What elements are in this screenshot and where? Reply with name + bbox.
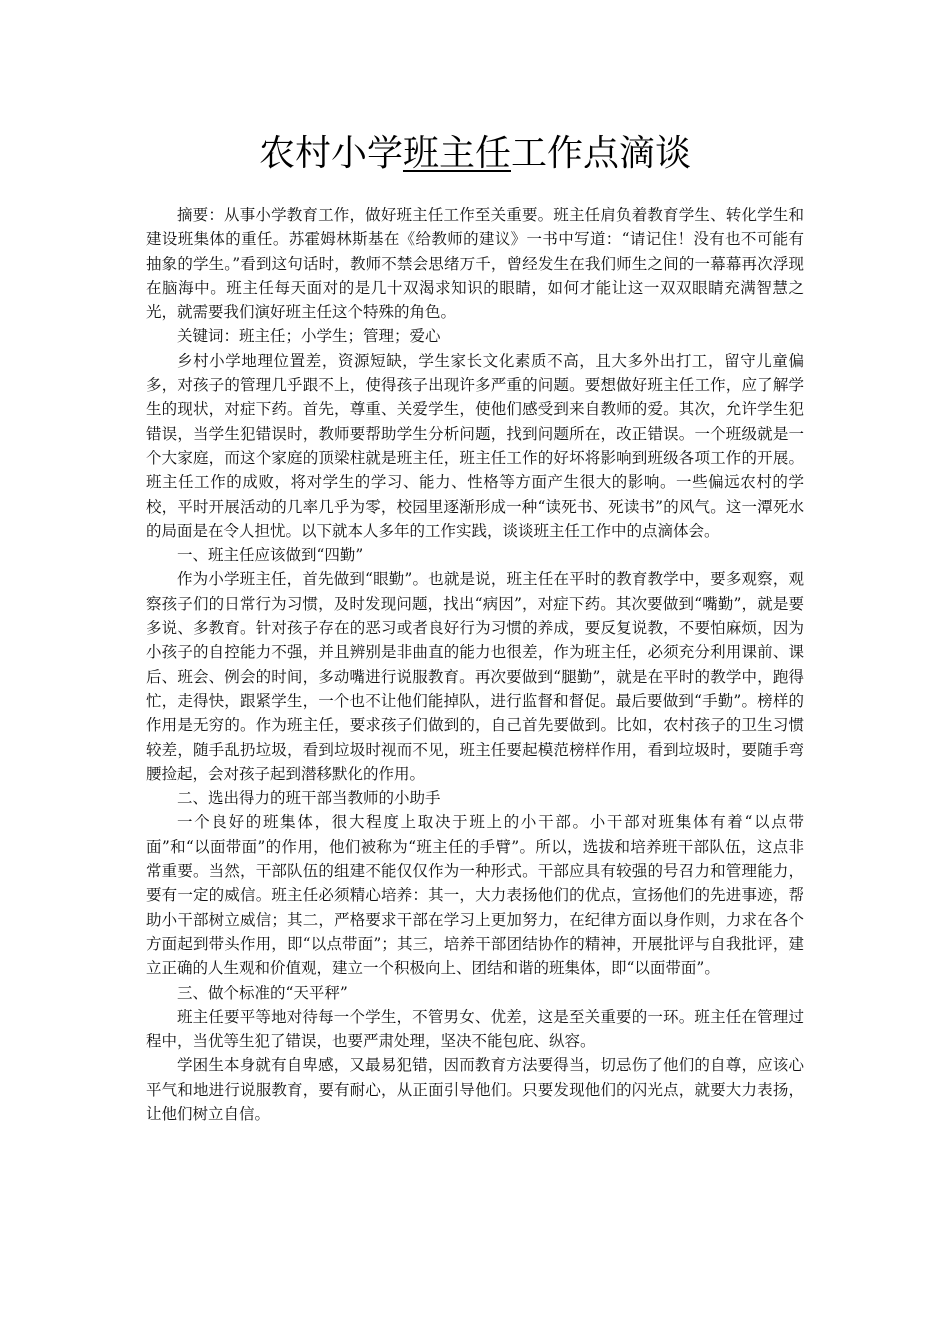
section-3-paragraph-1: 班主任要平等地对待每一个学生，不管男女、优差，这是至关重要的一环。班主任在管理过程中，当优等生犯了错误，也要严肃处理，坚决不能包庇、纵容。 (146, 1007, 804, 1051)
title-underlined-link[interactable]: 班主任 (402, 133, 511, 174)
document-body (146, 203, 804, 1126)
title-part-2: 工作点滴谈 (511, 133, 692, 174)
abstract-paragraph: 摘要：从事小学教育工作，做好班主任工作至关重要。班主任肩负着教育学生、转化学生和建设班集体的重任。苏霍姆林斯基在《给教师的建议》一书中写道：“请记住！没有也不可能有抽象的学生。”看到这句话时，教师不禁会思绪万千，曾经发生在我们师生之间的一幕幕再次浮现在脑海中。班主任每天面对的是几十双渴求知识的眼睛，如何才能让这一双双眼睛充满智慧之光，就需要我们演好班主任这个特殊的角色。 (146, 206, 804, 322)
page-title (0, 128, 950, 180)
section-heading-3: 三、做个标准的“天平秤” (177, 983, 348, 1002)
title-part-1: 农村小学 (258, 133, 403, 174)
section-heading-1: 一、班主任应该做到“四勤” (177, 546, 364, 565)
section-heading-2: 二、选出得力的班干部当教师的小助手 (177, 789, 441, 808)
section-2-paragraph: 一个良好的班集体，很大程度上取决于班上的小干部。小干部对班集体有着“以点带面”和“以面带面”的作用，他们被称为“班主任的手臂”。所以，选拔和培养班干部队伍，这点非常重要。当然，干部队伍的组建不能仅仅作为一种形式。干部应具有较强的号召力和管理能力，要有一定的威信。班主任必须精心培养：其一，大力表扬他们的优点，宣扬他们的先进事迹，帮助小干部树立威信；其二，严格要求干部在学习上更加努力，在纪律方面以身作则，力求在各个方面起到带头作用，即“以点带面”；其三，培养干部团结协作的精神，开展批评与自我批评，建立正确的人生观和价值观，建立一个积极向上、团结和谐的班集体，即“以面带面”。 (146, 813, 804, 978)
section-1-paragraph: 作为小学班主任，首先做到“眼勤”。也就是说，班主任在平时的教育教学中，要多观察，观察孩子们的日常行为习惯，及时发现问题，找出“病因”，对症下药。其次要做到“嘴勤”，就是要多说、多教育。针对孩子存在的恶习或者良好行为习惯的养成，要反复说教，不要怕麻烦，因为小孩子的自控能力不强，并且辨别是非曲直的能力也很差，作为班主任，必须充分利用课前、课后、班会、例会的时间，多动嘴进行说服教育。再次要做到“腿勤”，就是在平时的教学中，跑得忙，走得快，跟紧学生，一个也不让他们能掉队，进行监督和督促。最后要做到“手勤”。榜样的作用是无穷的。作为班主任，要求孩子们做到的，自己首先要做到。比如，农村孩子的卫生习惯较差，随手乱扔垃圾，看到垃圾时视而不见，班主任要起模范榜样作用，看到垃圾时，要随手弯腰捡起，会对孩子起到潜移默化的作用。 (146, 570, 804, 783)
intro-paragraph: 乡村小学地理位置差，资源短缺，学生家长文化素质不高，且大多外出打工，留守儿童偏多，对孩子的管理几乎跟不上，使得孩子出现许多严重的问题。要想做好班主任工作，应了解学生的现状，对症下药。首先，尊重、关爱学生，使他们感受到来自教师的爱。其次，允许学生犯错误，当学生犯错误时，教师要帮助学生分析问题，找到问题所在，改正错误。一个班级就是一个大家庭，而这个家庭的顶梁柱就是班主任，班主任工作的好坏将影响到班级各项工作的开展。班主任工作的成败，将对学生的学习、能力、性格等方面产生很大的影响。一些偏远农村的学校，平时开展活动的几率几乎为零，校园里逐渐形成一种“读死书、死读书”的风气。这一潭死水的局面是在令人担忧。以下就本人多年的工作实践，谈谈班主任工作中的点滴体会。 (146, 351, 804, 540)
section-3-paragraph-2: 学困生本身就有自卑感，又最易犯错，因而教育方法要得当，切忌伤了他们的自尊，应该心平气和地进行说服教育，要有耐心，从正面引导他们。只要发现他们的闪光点，就要大力表扬，让他们树立自信。 (146, 1056, 804, 1123)
keywords-line: 关键词：班主任；小学生；管理；爱心 (177, 327, 441, 346)
